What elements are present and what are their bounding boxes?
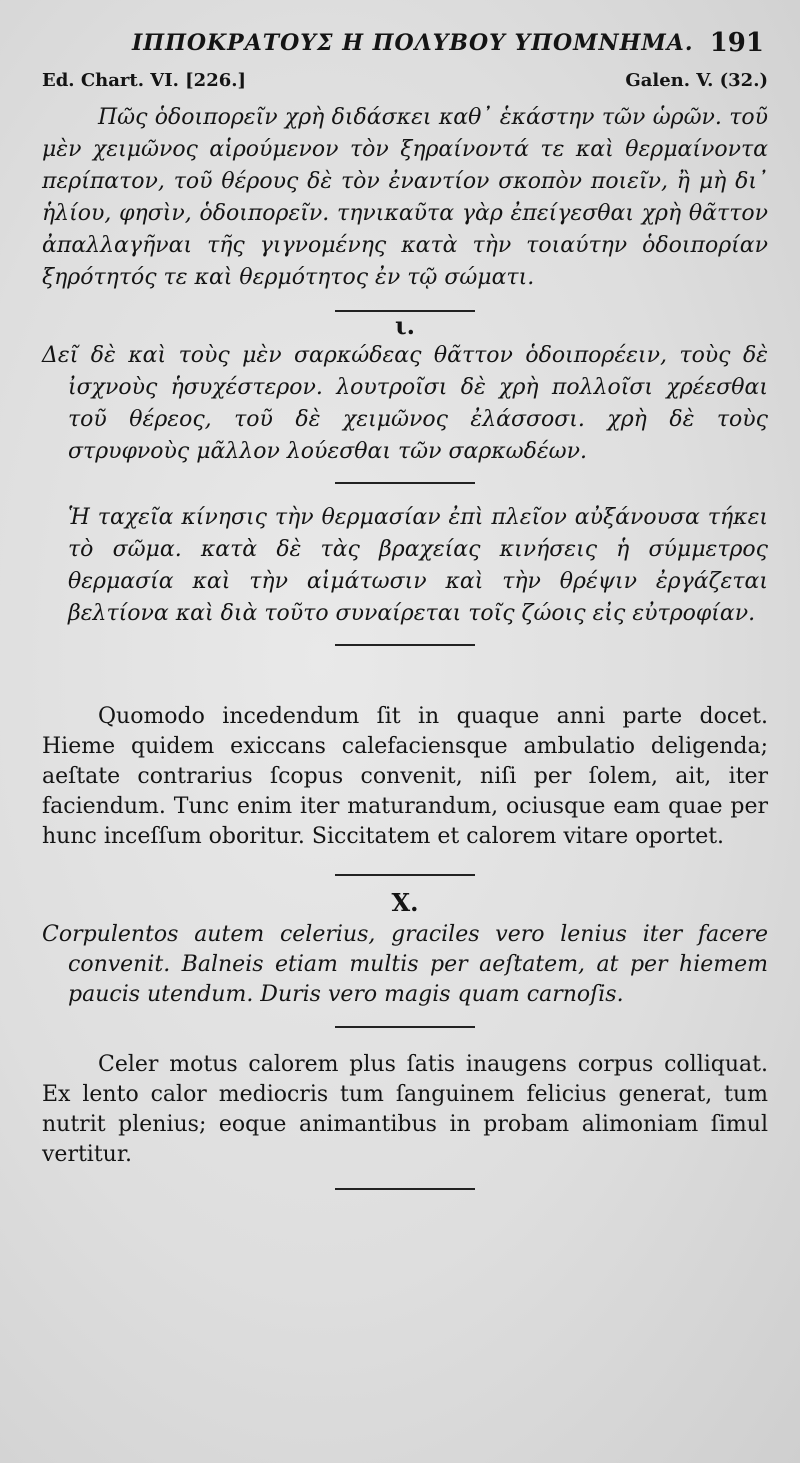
section-divider	[335, 482, 475, 484]
page-number: 191	[709, 28, 764, 58]
running-title: ΙΠΠΟΚΡΑΤΟΥΣ Η ΠΟΛΥΒΟΥ ΥΠΟΜΝΗΜΑ.	[132, 30, 694, 56]
latin-commentary-2: Celer motus calorem plus ſatis inaugens corpus colliquat. Ex lento calor mediocris tum ſanguinem felicius generat, tum nutrit plenius; eoque animantibus in probam alimoniam ſimul vertitur.	[42, 1052, 768, 1167]
greek-hippocratic-text: Δεῖ δὲ καὶ τοὺς μὲν σαρκώδεας θᾶττον ὁδοιπορέειν, τοὺς δὲ ἰσχνοὺς ἡσυχέστερον. λουτροῖσι δὲ χρὴ πολλοῖσι χρέεσθαι τοῦ θέρεος, τοῦ δὲ χειμῶνος ἐλάσσοσι. χρὴ δὲ τοὺς στρυφνοὺς μᾶλλον λούεσθαι τῶν σαρκωδέων.	[42, 343, 768, 464]
latin-section-marker: X.	[391, 888, 419, 917]
latin-hippocratic-text: Corpulentos autem celerius, graciles vero lenius iter facere convenit. Balneis etiam multis per aeſtatem, at per hiemem paucis utendum. Duris vero magis quam carnoſis.	[42, 922, 768, 1007]
edition-reference-chartier: Ed. Chart. VI. [226.]	[42, 70, 247, 91]
page-header	[42, 0, 768, 100]
greek-commentary-2: Ἡ ταχεῖα κίνησις τὴν θερμασίαν ἐπὶ πλεῖον αὐξάνουσα τήκει τὸ σῶμα. κατὰ δὲ τὰς βραχείας κινήσεις ἡ σύμμετρος θερμασία καὶ τὴν αἱμάτωσιν καὶ τὴν θρέψιν ἐργάζεται βελτίονα καὶ διὰ τοῦτο συναίρεται τοῖς ζώοις εἰς εὐτροφίαν.	[68, 505, 768, 626]
section-divider	[335, 1188, 475, 1190]
edition-reference-galen: Galen. V. (32.)	[625, 70, 768, 91]
greek-commentary-1: Πῶς ὁδοιπορεῖν χρὴ διδάσκει καθ᾽ ἑκάστην τῶν ὡρῶν. τοῦ μὲν χειμῶνος αἱρούμενον τὸν ξηραίνοντά τε καὶ θερμαίνοντα περίπατον, τοῦ θέρους δὲ τὸν ἐναντίον σκοπὸν ποιεῖν, ἢ μὴ δι᾽ ἡλίου, φησὶν, ὁδοιπορεῖν. τηνικαῦτα γὰρ ἐπείγεσθαι χρὴ θᾶττον ἀπαλλαγῆναι τῆς γιγνομένης κατὰ τὴν τοιαύτην ὁδοιπορίαν ξηρότητός τε καὶ θερμότητος ἐν τῷ σώματι.	[42, 105, 768, 290]
section-divider	[335, 874, 475, 876]
greek-section-marker: ι.	[395, 311, 415, 340]
section-divider	[335, 644, 475, 646]
section-divider	[335, 1026, 475, 1028]
latin-commentary-1: Quomodo incedendum ſit in quaque anni parte docet. Hieme quidem exiccans calefaciensque ambulatio deligenda; aeſtate contrarius ſcopus convenit, niſi per ſolem, ait, iter faciendum. Tunc enim iter maturandum, ociusque eam quae per hunc inceſſum oboritur. Siccitatem et calorem vitare oportet.	[42, 704, 768, 849]
